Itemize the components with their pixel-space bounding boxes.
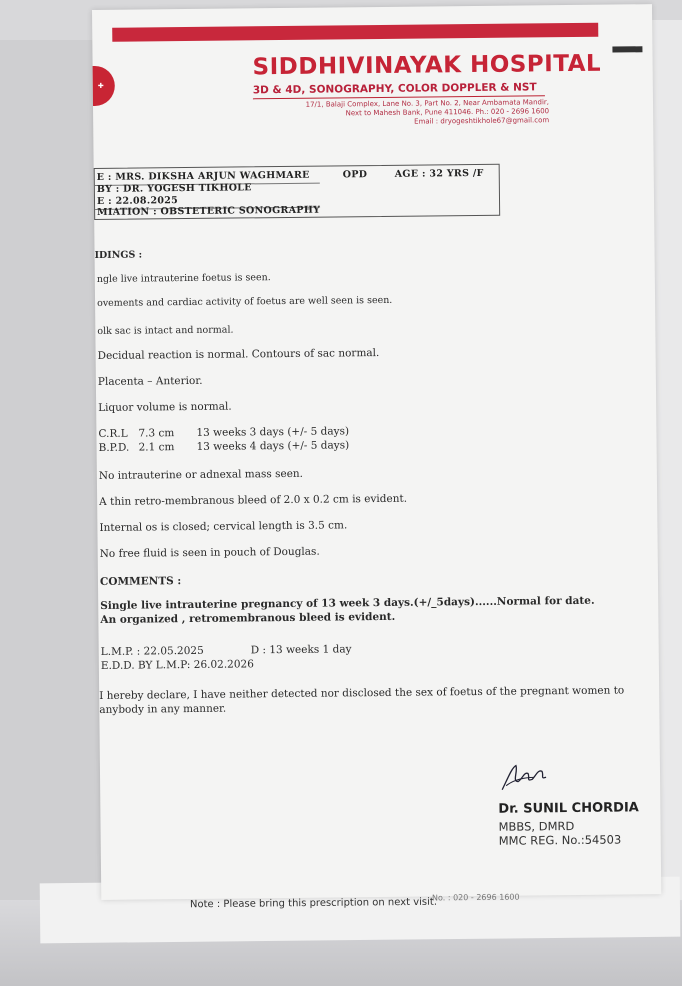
address-line-2: Next to Mahesh Bank, Pune 411046. Ph.: 020 - 2696 1600 — [345, 107, 550, 118]
finding-line: ovements and cardiac activity of foetus are well seen is seen. — [97, 294, 393, 309]
bpd-value: 2.1 cm — [138, 441, 175, 454]
crl-value: 7.3 cm — [138, 427, 175, 440]
crl-gestational-age: 13 weeks 3 days (+/- 5 days) — [196, 425, 350, 439]
doctor-registration: MMC REG. No.:54503 — [498, 832, 622, 848]
bpd-label: B.P.D. — [98, 441, 130, 454]
finding-line: olk sac is intact and normal. — [97, 324, 234, 337]
finding-line: ngle live intrauterine foetus is seen. — [96, 272, 271, 285]
hospital-address — [253, 98, 549, 128]
doctor-degrees: MBBS, DMRD — [498, 818, 575, 834]
patient-name: E : MRS. DIKSHA ARJUN WAGHMARE — [96, 169, 310, 183]
finding-line: No free fluid is seen in pouch of Douglas. — [99, 545, 320, 560]
comments-heading: COMMENTS : — [99, 575, 182, 588]
doctor-name: Dr. SUNIL CHORDIA — [498, 800, 639, 817]
patient-info-box — [94, 164, 501, 220]
edd-date: E.D.D. BY L.M.P: 26.02.2026 — [100, 658, 254, 672]
lmp-date: L.M.P. : 22.05.2025 — [100, 644, 204, 658]
finding-line: Decidual reaction is normal. Contours of sac normal. — [97, 347, 380, 362]
gestation-by-lmp: D : 13 weeks 1 day — [250, 643, 352, 657]
finding-line: No intrauterine or adnexal mass seen. — [98, 467, 304, 482]
declaration-line: I hereby declare, I have neither detected nor disclosed the sex of foetus of the pregnant women to — [99, 684, 625, 702]
patient-opd: OPD — [342, 169, 368, 181]
hospital-name: SIDDHIVINAYAK HOSPITAL — [252, 50, 602, 81]
bpd-gestational-age: 13 weeks 4 days (+/- 5 days) — [196, 439, 350, 453]
hospital-services: 3D & 4D, SONOGRAPHY, COLOR DOPPLER & NST — [252, 81, 537, 97]
report-page — [92, 4, 661, 900]
hospital-email: Email : dryogeshtikhole67@gmail.com — [414, 116, 550, 126]
declaration-line: anybody in any manner. — [99, 702, 227, 716]
comment-line: Single live intrauterine pregnancy of 13 week 3 days.(+/_5days)......Normal for date. — [100, 594, 595, 612]
footer-note: Note : Please bring this prescription on next visit. — [189, 896, 438, 911]
footer-phone: No. : 020 - 2696 1600 — [431, 892, 520, 903]
finding-line: Liquor volume is normal. — [98, 400, 232, 414]
finding-line: A thin retro-membranous bleed of 2.0 x 0.2 cm is evident. — [99, 492, 408, 508]
finding-line: Placenta – Anterior. — [97, 374, 203, 388]
header-dark-strip — [612, 46, 642, 52]
comment-line: An organized , retromembranous bleed is evident. — [100, 610, 396, 626]
examination-type: MIATION : OBSTETERIC SONOGRAPHY — [97, 204, 321, 218]
finding-line: Internal os is closed; cervical length is 3.5 cm. — [99, 519, 348, 534]
findings-heading: IDINGS : — [94, 249, 143, 261]
referred-by: BY : DR. YOGESH TIKHOLE — [96, 182, 252, 195]
doctor-signature — [498, 759, 550, 794]
crl-label: C.R.L — [98, 427, 128, 440]
patient-age: AGE : 32 YRS /F — [394, 167, 484, 180]
hospital-logo-icon: ✚ — [93, 66, 115, 106]
report-date: E : 22.08.2025 — [96, 195, 179, 207]
header-red-band — [112, 23, 598, 42]
address-line-1: 17/1, Balaji Complex, Lane No. 3, Part No. 2, Near Ambamata Mandir, — [305, 98, 550, 109]
